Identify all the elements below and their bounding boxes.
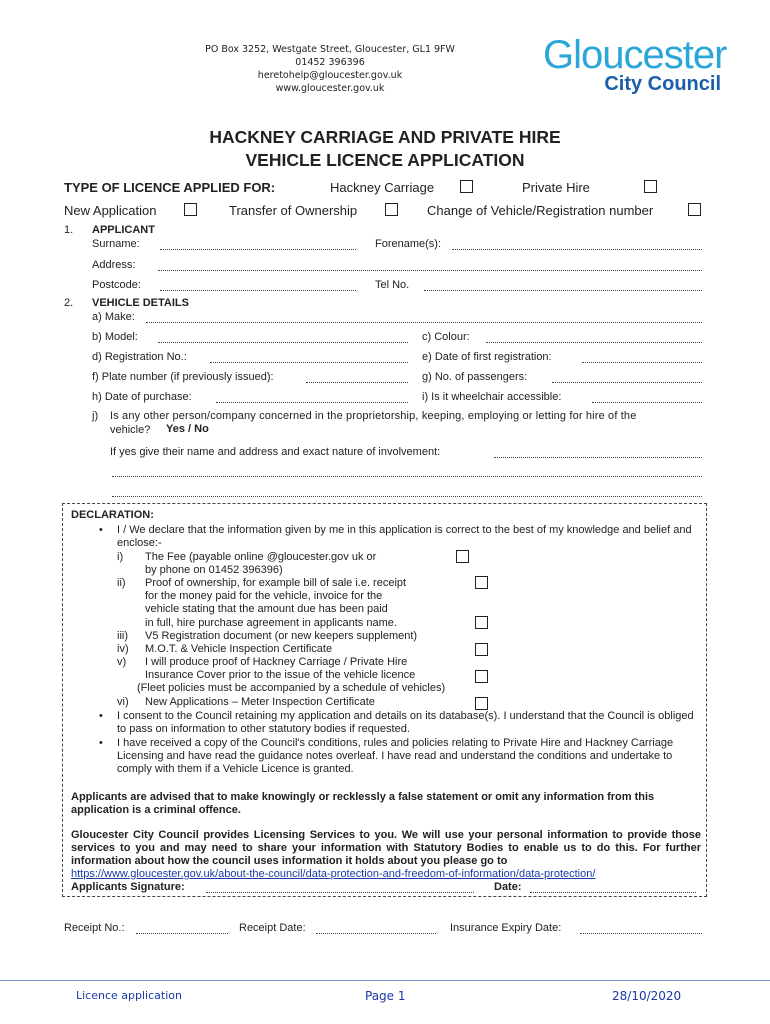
header-phone: 01452 396396 xyxy=(295,57,365,68)
enclosure-1-line-1: The Fee (payable online @gloucester.gov uk or xyxy=(145,551,377,563)
involvement-field-3[interactable] xyxy=(112,496,702,497)
licence-type-label: TYPE OF LICENCE APPLIED FOR: xyxy=(64,180,276,195)
change-checkbox[interactable] xyxy=(688,203,701,216)
enclosure-2-line-1: Proof of ownership, for example bill of sale i.e. receipt xyxy=(145,577,407,589)
enclosure-6-num: vi) xyxy=(117,696,129,708)
declaration-heading: DECLARATION: xyxy=(71,509,154,521)
date-label: Date: xyxy=(494,881,522,893)
enclosure-2-line-2: for the money paid for the vehicle, invoice for the xyxy=(145,590,383,603)
forenames-field[interactable] xyxy=(452,249,702,250)
meter-checkbox[interactable] xyxy=(475,697,488,710)
ownership-checkbox[interactable] xyxy=(475,576,488,589)
declaration-bullet-3 xyxy=(99,737,701,777)
signature-label: Applicants Signature: xyxy=(71,881,185,893)
footer-document-name: Licence application xyxy=(76,989,182,1002)
title-line2: VEHICLE LICENCE APPLICATION xyxy=(245,150,525,170)
first-registration-label: e) Date of first registration: xyxy=(422,351,552,363)
footer-divider xyxy=(0,980,770,981)
question-j-text: Is any other person/company concerned in the proprietorship, keeping, employing or letting for hire of the xyxy=(110,410,637,422)
enclosure-3-num: iii) xyxy=(117,630,128,642)
vehicle-heading: VEHICLE DETAILS xyxy=(92,297,189,309)
enclosure-item-5 xyxy=(117,656,445,696)
registration-field[interactable] xyxy=(210,362,408,363)
receipt-date-field[interactable] xyxy=(316,933,436,934)
bullet-1-dot: • xyxy=(99,524,103,536)
enclosure-1-num: i) xyxy=(117,551,124,563)
enclosure-1-line-2: by phone on 01452 396396) xyxy=(145,564,283,577)
header-address: PO Box 3252, Westgate Street, Gloucester, GL1 9FW xyxy=(205,44,455,55)
header-website: www.gloucester.gov.uk xyxy=(275,83,385,94)
transfer-label: Transfer of Ownership xyxy=(229,203,358,218)
applicant-number: 1. xyxy=(64,224,74,236)
surname-field[interactable] xyxy=(160,249,356,250)
wheelchair-label: i) Is it wheelchair accessible: xyxy=(422,391,562,403)
change-label: Change of Vehicle/Registration number xyxy=(427,203,654,218)
insurance-expiry-field[interactable] xyxy=(580,933,702,934)
insurance-expiry-label: Insurance Expiry Date: xyxy=(450,922,562,934)
make-field[interactable] xyxy=(146,322,702,323)
enclosure-2-num: ii) xyxy=(117,577,126,589)
enclosure-5-line-3: (Fleet policies must be accompanied by a schedule of vehicles) xyxy=(137,682,446,695)
enclosure-item-1 xyxy=(117,551,376,577)
declaration-bullet-1 xyxy=(99,524,701,550)
declaration-bullet-1-text: I / We declare that the information given by me in this application is correct to the best of my knowledge and belief and enclose:- xyxy=(117,524,692,550)
enclosure-3-line-1: V5 Registration document (or new keepers supplement) xyxy=(145,630,418,642)
tel-field[interactable] xyxy=(424,290,702,291)
model-label: b) Model: xyxy=(92,331,138,343)
new-application-checkbox[interactable] xyxy=(184,203,197,216)
question-j-yes-no[interactable]: Yes / No xyxy=(166,423,209,435)
logo-text-line2: City Council xyxy=(604,73,721,95)
passengers-field[interactable] xyxy=(552,382,702,383)
enclosure-5-line-1: I will produce proof of Hackney Carriage / Private Hire xyxy=(145,656,408,668)
registration-label: d) Registration No.: xyxy=(92,351,187,363)
forenames-label: Forename(s): xyxy=(375,238,442,250)
address-label: Address: xyxy=(92,259,136,271)
colour-label: c) Colour: xyxy=(422,331,470,343)
postcode-field[interactable] xyxy=(160,290,356,291)
purchase-label: h) Date of purchase: xyxy=(92,391,192,403)
involvement-field-1[interactable] xyxy=(494,457,702,458)
footer-date: 28/10/2020 xyxy=(612,989,682,1003)
purchase-field[interactable] xyxy=(216,402,408,403)
logo-text-line1: Gloucester xyxy=(543,33,727,77)
first-registration-field[interactable] xyxy=(582,362,702,363)
false-statement-warning: Applicants are advised that to make knowingly or recklessly a false statement or omit any information from this application is a criminal offence. xyxy=(71,791,655,817)
enclosure-4-num: iv) xyxy=(117,643,129,655)
surname-label: Surname: xyxy=(92,238,140,250)
enclosure-6-line-1: New Applications – Meter Inspection Certificate xyxy=(145,696,375,708)
question-j-text2: vehicle? xyxy=(110,424,151,436)
enclosure-item-4 xyxy=(117,643,332,656)
privacy-notice: Gloucester City Council provides Licensing Services to you. We will use your personal information to provide those services to you and may need to share your information with Statutory Bodies to enable us to do this. For further information about how the council uses information it holds about you please go to xyxy=(71,829,701,868)
enclosure-2-line-4: in full, hire purchase agreement in applicants name. xyxy=(145,616,397,629)
wheelchair-field[interactable] xyxy=(592,402,702,403)
new-application-label: New Application xyxy=(64,203,157,218)
declaration-bullet-2-text: I consent to the Council retaining my application and details on its database(s). I understand that the Council is obliged to pass on information to other statutory bodies if requested. xyxy=(117,710,694,736)
header-email: heretohelp@gloucester.gov.uk xyxy=(257,70,403,81)
mot-checkbox[interactable] xyxy=(475,643,488,656)
question-j-label: j) xyxy=(92,410,99,422)
address-field[interactable] xyxy=(158,270,702,271)
declaration-bullet-3-text: I have received a copy of the Council's conditions, rules and policies relating to Private Hire and Hackney Carriage Licensing and have read the guidance notes overleaf. I have read and understand the conditions and undertake to comply with them if a Vehicle Licence is granted. xyxy=(117,737,674,776)
model-field[interactable] xyxy=(158,342,408,343)
bullet-2-dot: • xyxy=(99,710,103,722)
title-line1: HACKNEY CARRIAGE AND PRIVATE HIRE xyxy=(209,127,561,147)
privacy-link[interactable]: https://www.gloucester.gov.uk/about-the-council/data-protection-and-freedom-of-information/data-protection/ xyxy=(71,868,596,880)
enclosure-item-3 xyxy=(117,630,417,643)
enclosure-2-line-3: vehicle stating that the amount due has been paid xyxy=(145,603,388,616)
receipt-no-field[interactable] xyxy=(136,933,228,934)
transfer-checkbox[interactable] xyxy=(385,203,398,216)
fee-checkbox[interactable] xyxy=(456,550,469,563)
passengers-label: g) No. of passengers: xyxy=(422,371,528,383)
enclosure-5-line-2: Insurance Cover prior to the issue of the vehicle licence xyxy=(145,669,416,682)
receipt-date-label: Receipt Date: xyxy=(239,922,306,934)
applicant-heading: APPLICANT xyxy=(92,224,155,236)
plate-field[interactable] xyxy=(306,382,408,383)
private-hire-checkbox[interactable] xyxy=(644,180,657,193)
signature-field[interactable] xyxy=(206,892,474,893)
enclosure-item-2 xyxy=(117,577,406,630)
plate-label: f) Plate number (if previously issued): xyxy=(92,371,274,383)
if-yes-label: If yes give their name and address and exact nature of involvement: xyxy=(110,446,441,458)
receipt-no-label: Receipt No.: xyxy=(64,922,125,934)
bullet-3-dot: • xyxy=(99,737,103,749)
tel-label: Tel No. xyxy=(375,279,410,291)
insurance-checkbox[interactable] xyxy=(475,670,488,683)
declaration-bullet-2 xyxy=(99,710,701,736)
hackney-label: Hackney Carriage xyxy=(330,180,435,195)
hackney-checkbox[interactable] xyxy=(460,180,473,193)
date-field[interactable] xyxy=(530,892,696,893)
council-logo xyxy=(543,33,743,95)
vehicle-number: 2. xyxy=(64,297,74,309)
colour-field[interactable] xyxy=(486,342,702,343)
postcode-label: Postcode: xyxy=(92,279,141,291)
private-hire-label: Private Hire xyxy=(522,180,590,195)
involvement-field-2[interactable] xyxy=(112,476,702,477)
ownership-checkbox-2[interactable] xyxy=(475,616,488,629)
enclosure-4-line-1: M.O.T. & Vehicle Inspection Certificate xyxy=(145,643,333,655)
make-label: a) Make: xyxy=(92,311,135,323)
footer-page-number: Page 1 xyxy=(365,989,406,1003)
enclosure-5-num: v) xyxy=(117,656,127,668)
enclosure-item-6 xyxy=(117,696,375,709)
